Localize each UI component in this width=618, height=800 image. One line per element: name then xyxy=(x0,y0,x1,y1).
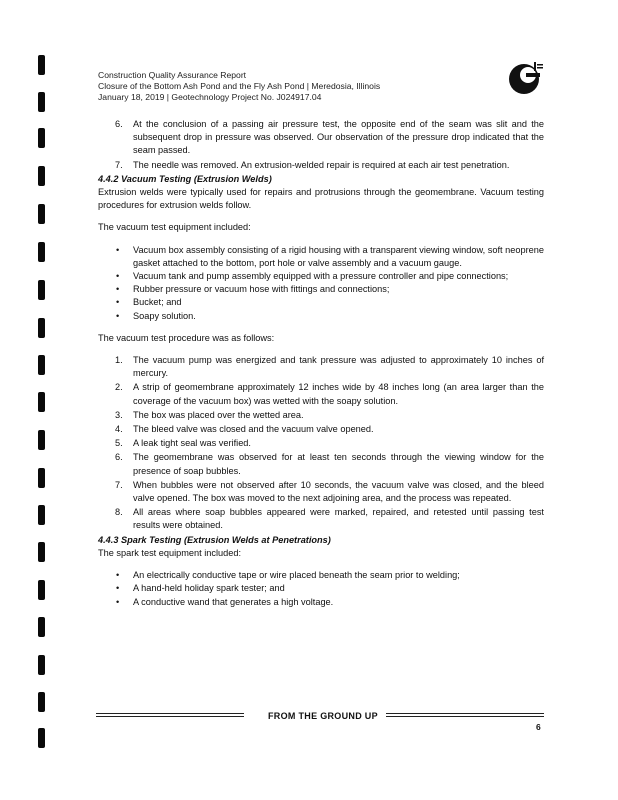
binder-hole xyxy=(38,728,45,748)
binder-hole xyxy=(38,318,45,338)
binder-hole xyxy=(38,655,45,675)
footer-rule-right xyxy=(386,716,544,717)
list-item: 4. The bleed valve was closed and the vacuum valve opened. xyxy=(115,424,374,435)
header-project: Closure of the Bottom Ash Pond and the Fly Ash Pond | Meredosia, Illinois xyxy=(98,81,381,91)
section-heading-spark-testing: 4.4.3 Spark Testing (Extrusion Welds at Penetrations) xyxy=(98,534,331,545)
bullet-icon: • xyxy=(116,570,120,581)
binder-hole xyxy=(38,355,45,375)
bullet-icon: • xyxy=(116,244,120,255)
spark-equipment-label: The spark test equipment included: xyxy=(98,547,241,558)
equipment-label: The vacuum test equipment included: xyxy=(98,222,251,233)
footer-rule-left xyxy=(96,713,244,714)
footer-rule-left xyxy=(96,716,244,717)
section-intro: Extrusion welds were typically used for repairs and protrusions through the geomembrane. Vacuum testing procedures for extrusion welds follow. xyxy=(98,187,544,211)
binder-hole xyxy=(38,580,45,600)
binder-hole xyxy=(38,505,45,525)
list-item: 6. At the conclusion of a passing air pressure test, the opposite end of the seam was slit and the subsequent drop in pressure was observed. Our observation of the pressure drop indicated that the seam passed. xyxy=(115,119,544,156)
binder-hole xyxy=(38,55,45,75)
header-title: Construction Quality Assurance Report xyxy=(98,70,247,80)
company-logo-icon xyxy=(507,60,545,96)
bullet-icon: • xyxy=(116,583,120,594)
list-item: • A hand-held holiday spark tester; and xyxy=(98,582,544,595)
vacuum-equipment-list xyxy=(98,244,544,323)
list-item: • Vacuum box assembly consisting of a rigid housing with a transparent viewing window, soft neoprene gasket attached to the bottom, port hole or valve assembly and a vacuum gauge. xyxy=(116,244,544,268)
list-item: 5. A leak tight seal was verified. xyxy=(115,438,251,449)
bullet-icon: • xyxy=(116,596,120,607)
list-item: 2. A strip of geomembrane approximately 12 inches wide by 48 inches long (an area larger than the coverage of the vacuum box) was wetted with the soapy solution. xyxy=(115,382,544,406)
binder-hole xyxy=(38,166,45,186)
spark-equipment-list xyxy=(98,569,544,609)
bullet-icon: • xyxy=(116,271,120,282)
bullet-icon: • xyxy=(116,310,120,321)
binder-hole xyxy=(38,242,45,262)
list-item: 3. The box was placed over the wetted area. xyxy=(115,409,304,420)
list-item: 7. The needle was removed. An extrusion-welded repair is required at each air test penetration. xyxy=(115,159,510,170)
list-item: • A conductive wand that generates a high voltage. xyxy=(98,596,544,609)
binder-hole xyxy=(38,692,45,712)
list-item: • Soapy solution. xyxy=(98,310,544,323)
list-item: • Vacuum tank and pump assembly equipped with a pressure controller and pipe connections; xyxy=(98,270,544,283)
binder-hole xyxy=(38,542,45,562)
air-test-steps xyxy=(98,118,544,172)
binder-hole xyxy=(38,617,45,637)
list-item: 7. When bubbles were not observed after 10 seconds, the vacuum valve was closed, and the bleed valve opened. The box was moved to the next adjoining area, and the process was repeated. xyxy=(115,479,544,504)
binder-hole xyxy=(38,280,45,300)
bullet-icon: • xyxy=(116,297,120,308)
list-item: 6. The geomembrane was observed for at least ten seconds through the viewing window for the presence of soap bubbles. xyxy=(115,452,544,476)
bullet-icon: • xyxy=(116,284,120,295)
document-body xyxy=(98,118,544,609)
binder-hole xyxy=(38,468,45,488)
list-item: 1. The vacuum pump was energized and tank pressure was adjusted to approximately 10 inches of mercury. xyxy=(115,355,544,379)
list-item: 8. All areas where soap bubbles appeared were marked, repaired, and retested until passing test results were obtained. xyxy=(115,507,544,531)
binder-hole xyxy=(38,204,45,224)
list-item: • Rubber pressure or vacuum hose with fittings and connections; xyxy=(98,283,544,296)
header-date: January 18, 2019 | Geotechnology Project No. J024917.04 xyxy=(98,92,322,102)
binder-hole xyxy=(38,392,45,412)
list-item: • An electrically conductive tape or wire placed beneath the seam prior to welding; xyxy=(98,569,544,582)
footer-rule-right xyxy=(386,713,544,714)
vacuum-procedure-steps xyxy=(98,354,544,533)
section-heading-vacuum-testing: 4.4.2 Vacuum Testing (Extrusion Welds) xyxy=(98,173,272,184)
page-number: 6 xyxy=(536,722,541,732)
binder-hole xyxy=(38,92,45,112)
report-header xyxy=(98,70,488,103)
binder-hole xyxy=(38,128,45,148)
binder-hole xyxy=(38,430,45,450)
list-item: • Bucket; and xyxy=(98,296,544,309)
procedure-label: The vacuum test procedure was as follows: xyxy=(98,332,275,343)
footer-tagline: FROM THE GROUND UP xyxy=(268,711,378,721)
